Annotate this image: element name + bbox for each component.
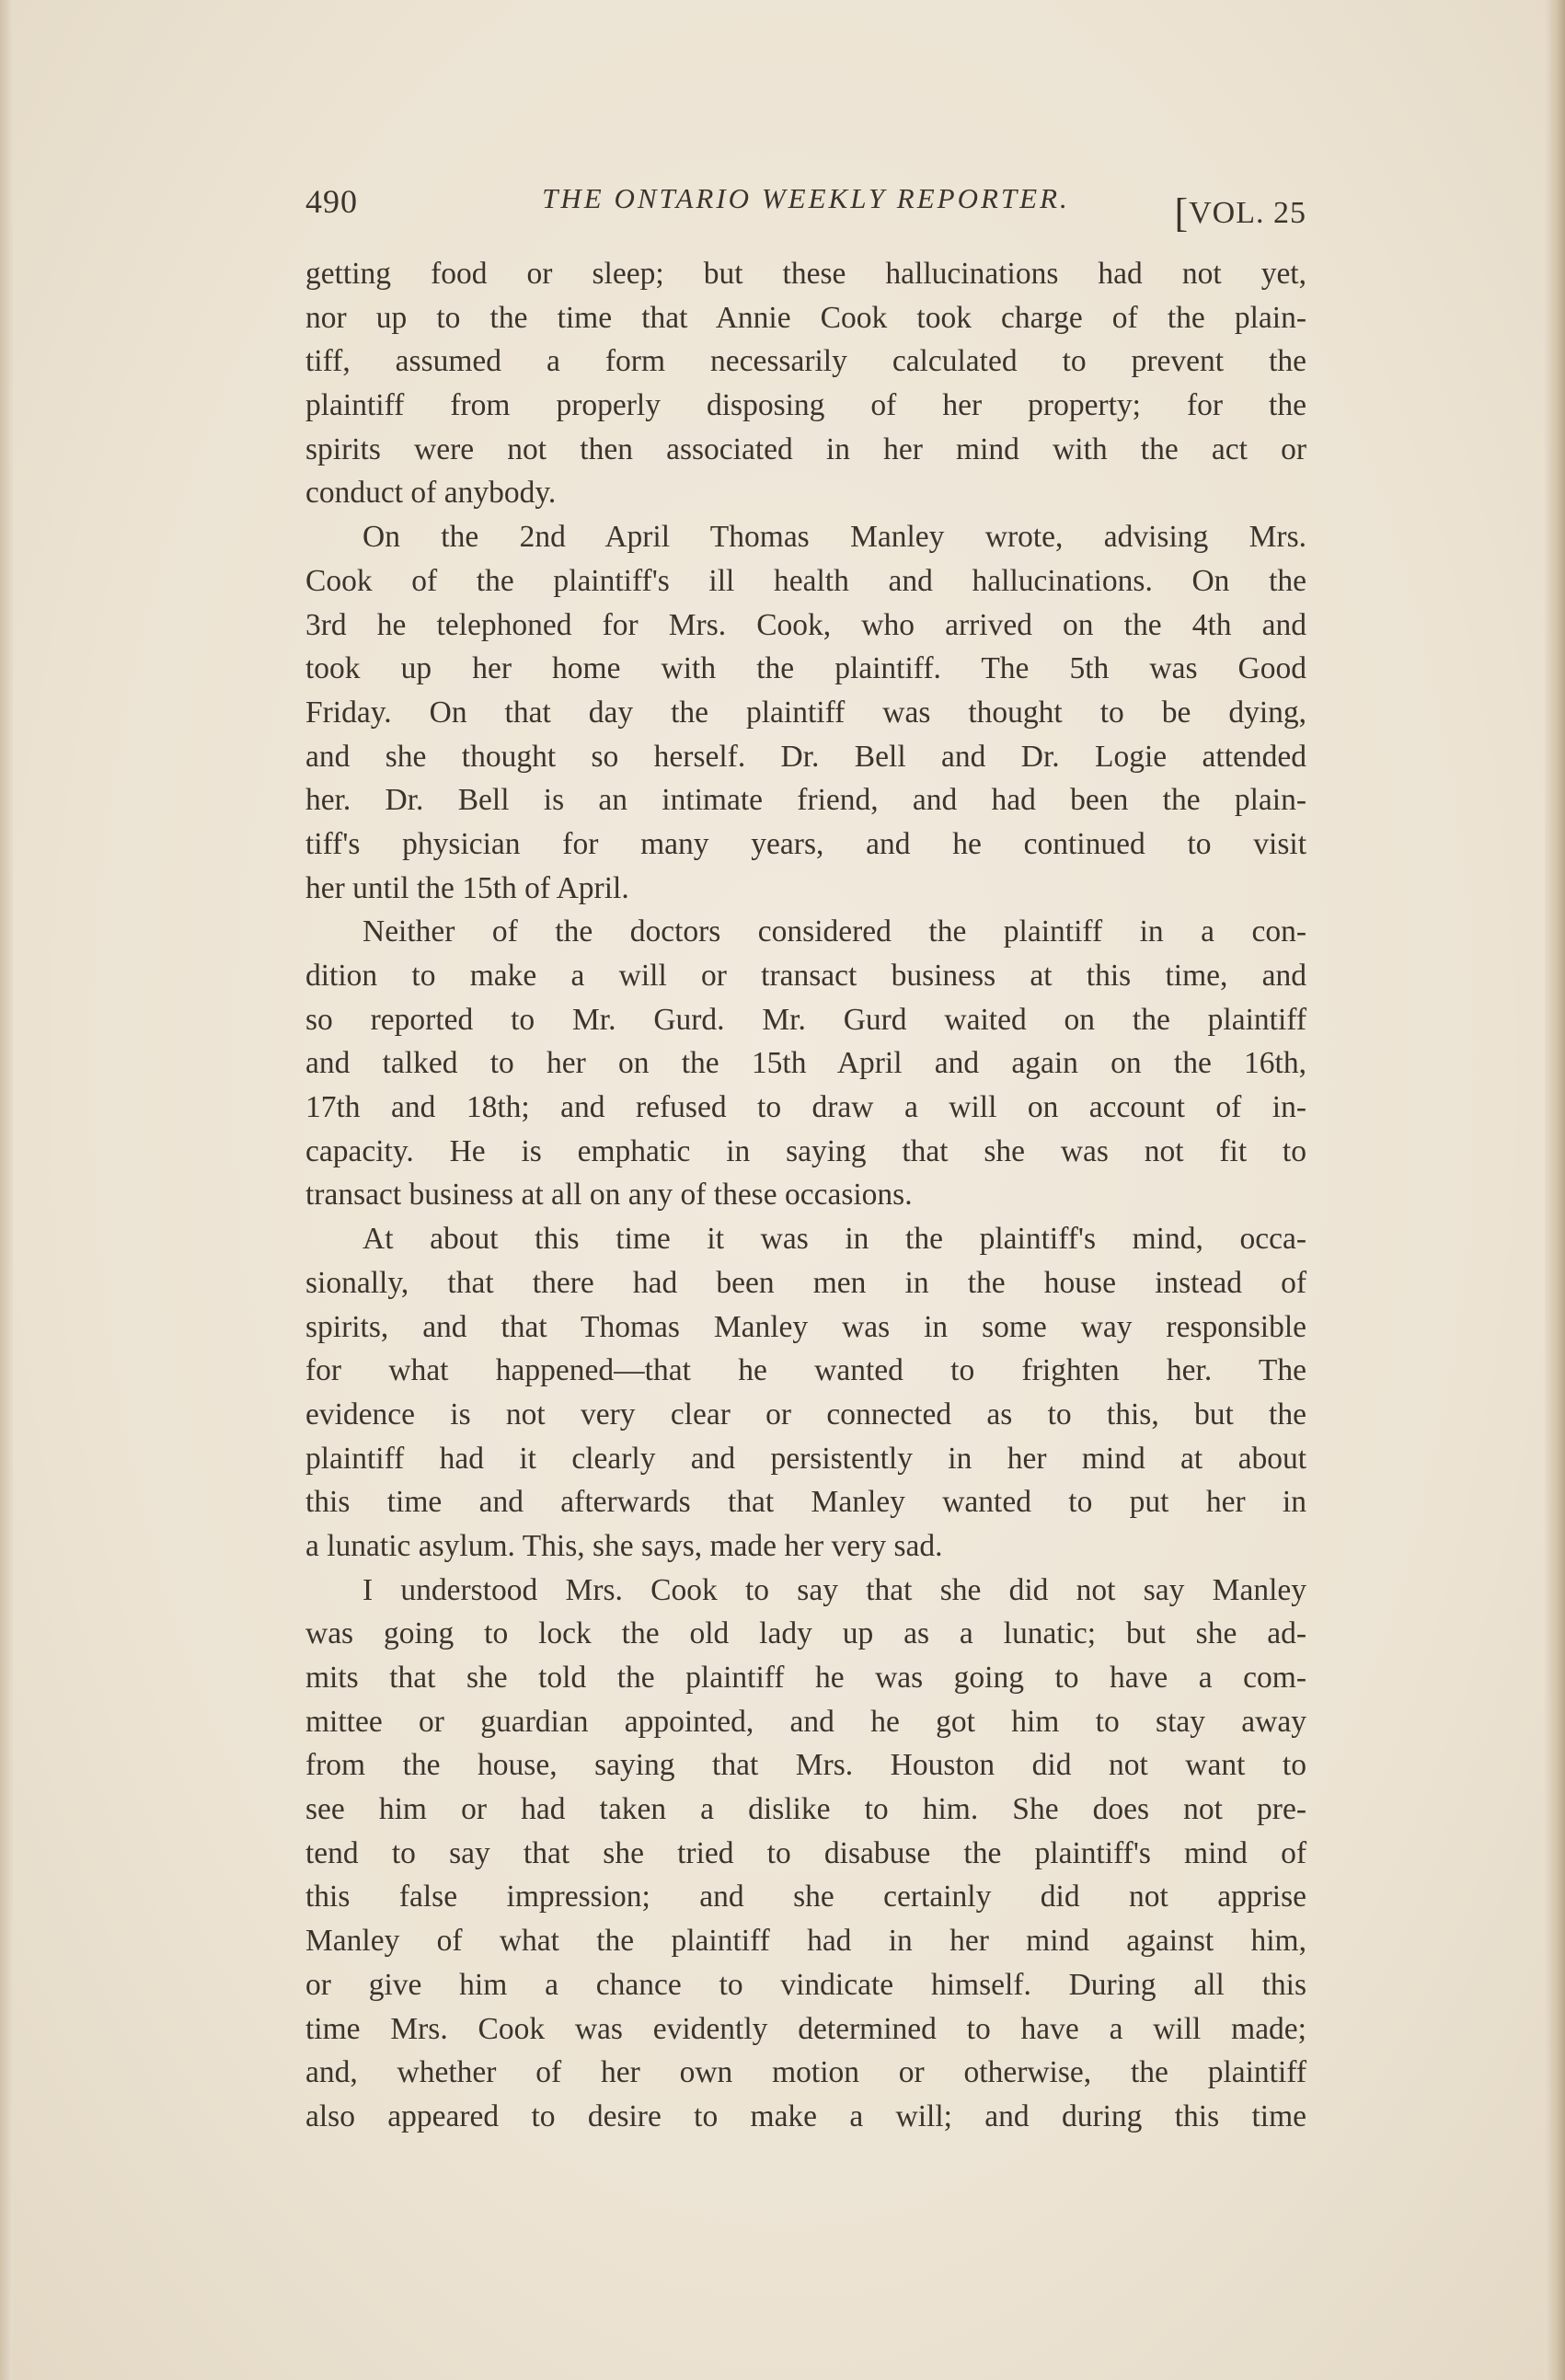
text-line: a lunatic asylum. This, she says, made her very sad. bbox=[305, 1528, 943, 1563]
text-line: getting food or sleep; but these hallucinations had not yet, bbox=[305, 257, 1306, 291]
text-line: spirits were not then associated in her mind with the act or bbox=[305, 431, 1306, 466]
text-line: from the house, saying that Mrs. Houston did not want to bbox=[305, 1748, 1306, 1783]
text-line: her until the 15th of April. bbox=[305, 870, 629, 905]
body-text bbox=[305, 252, 1306, 2139]
page-right-edge bbox=[1545, 0, 1565, 2380]
text-line: for what happened—that he wanted to frighten her. The bbox=[305, 1353, 1306, 1388]
text-line: and talked to her on the 15th April and again on the 16th, bbox=[305, 1046, 1306, 1081]
text-line: Friday. On that day the plaintiff was thought to be dying, bbox=[305, 695, 1306, 730]
paragraph bbox=[305, 515, 1306, 910]
page-left-edge bbox=[0, 0, 13, 2380]
text-line: conduct of anybody. bbox=[305, 476, 557, 511]
paragraph bbox=[305, 910, 1306, 1217]
paragraph bbox=[305, 1569, 1306, 2139]
text-line: transact business at all on any of these occasions. bbox=[305, 1178, 913, 1213]
page-header bbox=[305, 177, 1306, 241]
text-line: plaintiff had it clearly and persistently in her mind at about bbox=[305, 1441, 1306, 1476]
text-line: time Mrs. Cook was evidently determined to have a will made; bbox=[305, 2011, 1306, 2046]
text-line: so reported to Mr. Gurd. Mr. Gurd waited on the plaintiff bbox=[305, 1002, 1306, 1037]
running-title: THE ONTARIO WEEKLY REPORTER. bbox=[542, 182, 1070, 214]
text-line: see him or had taken a dislike to him. She does not pre- bbox=[305, 1792, 1306, 1827]
text-line: this time and afterwards that Manley wanted to put her in bbox=[305, 1485, 1306, 1520]
text-line: her. Dr. Bell is an intimate friend, and had been the plain- bbox=[305, 783, 1306, 818]
text-line: At about this time it was in the plaintiff's mind, occa- bbox=[362, 1222, 1306, 1257]
text-line: tiff's physician for many years, and he continued to visit bbox=[305, 826, 1306, 861]
text-line: Neither of the doctors considered the plaintiff in a con- bbox=[362, 914, 1306, 949]
volume-bracket: [ bbox=[1174, 190, 1190, 236]
text-line: Manley of what the plaintiff had in her mind against him, bbox=[305, 1924, 1306, 1959]
text-line: sionally, that there had been men in the house instead of bbox=[305, 1265, 1306, 1300]
text-line: capacity. He is emphatic in saying that she was not fit to bbox=[305, 1133, 1306, 1168]
text-line: 17th and 18th; and refused to draw a will on account of in- bbox=[305, 1090, 1306, 1125]
text-line: spirits, and that Thomas Manley was in some way responsible bbox=[305, 1309, 1306, 1344]
text-line: Cook of the plaintiff's ill health and hallucinations. On the bbox=[305, 563, 1306, 598]
text-line: nor up to the time that Annie Cook took charge of the plain- bbox=[305, 300, 1306, 335]
paragraph bbox=[305, 252, 1306, 515]
text-line: was going to lock the old lady up as a lunatic; but she ad- bbox=[305, 1616, 1306, 1651]
text-line: dition to make a will or transact business at this time, and bbox=[305, 959, 1306, 993]
text-line: tend to say that she tried to disabuse the plaintiff's mind of bbox=[305, 1835, 1306, 1870]
text-line: and she thought so herself. Dr. Bell and Dr. Logie attended bbox=[305, 739, 1306, 774]
text-line: or give him a chance to vindicate himself. During all this bbox=[305, 1967, 1306, 2002]
text-line: and, whether of her own motion or otherwise, the plaintiff bbox=[305, 2055, 1306, 2090]
volume-text: VOL. 25 bbox=[1189, 196, 1306, 230]
text-line: On the 2nd April Thomas Manley wrote, advising Mrs. bbox=[362, 520, 1306, 555]
page-number: 490 bbox=[305, 183, 358, 220]
text-line: mits that she told the plaintiff he was going to have a com- bbox=[305, 1661, 1306, 1695]
text-line: also appeared to desire to make a will; and during this time bbox=[305, 2098, 1306, 2133]
text-line: mittee or guardian appointed, and he got him to stay away bbox=[305, 1704, 1306, 1739]
volume-label bbox=[1174, 186, 1306, 236]
text-line: this false impression; and she certainly did not apprise bbox=[305, 1880, 1306, 1914]
text-line: I understood Mrs. Cook to say that she did not say Manley bbox=[362, 1572, 1306, 1607]
text-line: plaintiff from properly disposing of her property; for the bbox=[305, 388, 1306, 423]
text-line: took up her home with the plaintiff. The 5th was Good bbox=[305, 651, 1306, 686]
text-line: tiff, assumed a form necessarily calculated to prevent the bbox=[305, 344, 1306, 379]
paragraph bbox=[305, 1217, 1306, 1569]
text-line: evidence is not very clear or connected as to this, but the bbox=[305, 1397, 1306, 1431]
text-line: 3rd he telephoned for Mrs. Cook, who arrived on the 4th and bbox=[305, 607, 1306, 642]
